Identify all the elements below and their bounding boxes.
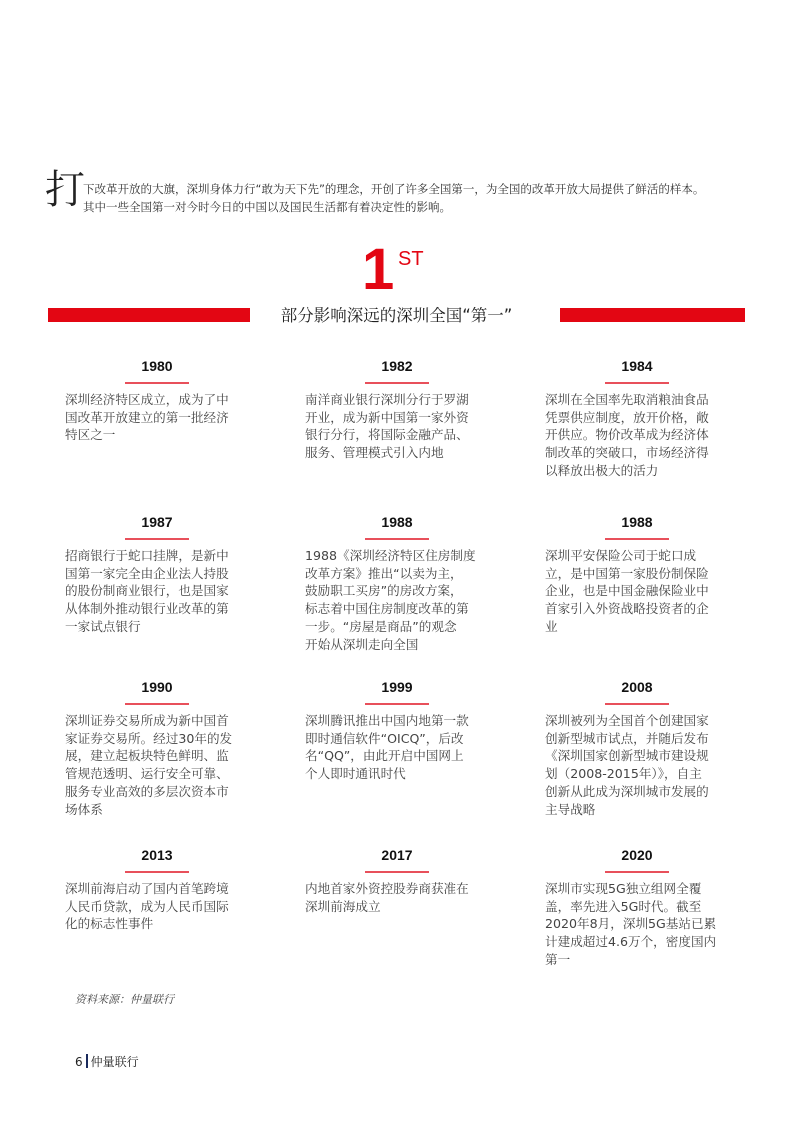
item-description [545,880,735,969]
item-description [305,391,495,462]
item-description [545,547,735,636]
item-year: 1982 [381,358,413,374]
timeline-item [545,679,735,818]
item-year: 1988 [381,514,413,530]
description-line: 创新从此成为深圳城市发展的 [545,783,709,799]
intro-paragraph [83,180,704,216]
year-underline [125,382,189,384]
item-year: 1984 [621,358,653,374]
year-underline [605,538,669,540]
intro-dropcap: 打 [45,167,85,213]
page-number: 6 [75,1055,83,1069]
description-line: 从体制外推动银行业改革的第 [65,601,229,617]
first-badge-number: 1 [362,237,395,302]
description-line: 的股份制商业银行，也是国家 [65,583,229,599]
description-line: 开始从深圳走向全国 [305,636,419,652]
description-line: 凭票供应制度，放开价格，敞 [545,409,709,425]
year-underline [125,871,189,873]
description-line: 管规范透明、运行安全可靠、 [65,766,229,782]
description-line: 制改革的突破口，市场经济得 [545,445,709,461]
description-line: 首家引入外资战略投资者的企 [545,601,709,617]
description-line: 深圳被列为全国首个创建国家 [545,713,709,728]
timeline-item [545,847,735,969]
year-underline [365,382,429,384]
section-heading: 部分影响深远的深圳全国“第一” [280,306,513,325]
description-line: 家证券交易所。经过30年的发 [65,730,233,746]
description-line: 人民币贷款，成为人民币国际 [65,898,229,914]
timeline-item [545,514,735,636]
timeline-item [65,679,255,818]
item-description [305,547,495,653]
timeline-item [305,514,495,653]
description-line: 改革方案》推出“以卖为主， [305,565,463,581]
timeline-item [305,358,495,462]
footer-brand: 仲量联行 [90,1055,139,1069]
description-line: 1988《深圳经济特区住房制度 [305,548,476,563]
source-note: 资料来源：仲量联行 [75,993,174,1006]
item-year: 1987 [141,514,173,530]
item-year: 1988 [621,514,653,530]
description-line: 划（2008-2015年）》，自主 [545,766,702,782]
item-description [65,712,255,818]
description-line: 标志着中国住房制度改革的第 [305,601,469,617]
item-year: 2017 [381,847,413,863]
timeline-item [65,514,255,636]
description-line: 主导战略 [545,801,596,817]
description-line: 业 [545,618,558,634]
description-line: 内地首家外资控股券商获准在 [305,881,469,896]
description-line: 即时通信软件“OICQ”，后改 [305,730,464,746]
description-line: 深圳腾讯推出中国内地第一款 [305,713,469,728]
description-line: 特区之一 [65,427,116,443]
year-underline [365,871,429,873]
description-line: 服务专业高效的多层次资本市 [65,783,229,799]
item-description [545,391,735,480]
description-line: 国改革开放建立的第一批经济 [65,409,229,425]
description-line: 深圳前海成立 [305,898,381,914]
description-line: 国第一家完全由企业法人持股 [65,565,229,581]
year-underline [365,538,429,540]
intro-line: 下改革开放的大旗，深圳身体力行“敢为天下先”的理念，开创了许多全国第一，为全国的改革开放大局提供了鲜活的样本。 [83,182,705,196]
year-underline [125,703,189,705]
description-line: 服务、管理模式引入内地 [305,445,444,461]
item-description [305,712,495,783]
description-line: 以释放出极大的活力 [545,462,659,478]
description-line: 银行分行，将国际金融产品、 [305,427,469,443]
item-description [545,712,735,818]
item-description [65,547,255,636]
timeline-item [65,847,255,933]
description-line: 南洋商业银行深圳分行于罗湖 [305,392,469,407]
description-line: 深圳证券交易所成为新中国首 [65,713,229,728]
description-line: 《深圳国家创新型城市建设规 [545,748,709,764]
footer-divider [86,1054,88,1068]
item-year: 1999 [381,679,413,695]
description-line: 深圳平安保险公司于蛇口成 [545,548,697,563]
year-underline [125,538,189,540]
item-year: 2020 [621,847,653,863]
first-badge-suffix: ST [398,248,424,270]
item-year: 2008 [621,679,653,695]
item-description [65,880,255,933]
year-underline [605,871,669,873]
intro-line: 其中一些全国第一对今时今日的中国以及国民生活都有着决定性的影响。 [83,200,451,214]
description-line: 第一 [545,951,571,967]
description-line: 创新型城市试点，并随后发布 [545,730,709,746]
description-line: 个人即时通讯时代 [305,766,406,782]
description-line: 化的标志性事件 [65,916,154,932]
timeline-item [305,847,495,915]
timeline-item [545,358,735,480]
description-line: 深圳经济特区成立，成为了中 [65,392,229,407]
timeline-item [305,679,495,783]
description-line: 2020年8月，深圳5G基站已累 [545,916,717,932]
description-line: 盖，率先进入5G时代。截至 [545,898,702,914]
description-line: 立，是中国第一家股份制保险 [545,565,709,581]
item-year: 1980 [141,358,173,374]
description-line: 深圳前海启动了国内首笔跨境 [65,881,229,896]
year-underline [605,703,669,705]
item-year: 2013 [141,847,173,863]
description-line: 开供应。物价改革成为经济体 [545,427,709,443]
description-line: 一家试点银行 [65,618,141,634]
year-underline [605,382,669,384]
year-underline [365,703,429,705]
item-description [305,880,495,915]
description-line: 计建成超过4.6万个，密度国内 [545,934,717,950]
description-line: 场体系 [65,801,103,817]
timeline-item [65,358,255,444]
description-line: 鼓励职工买房”的房改方案， [305,583,463,599]
description-line: 招商银行于蛇口挂牌，是新中 [65,548,229,563]
description-line: 开业，成为新中国第一家外资 [305,409,469,425]
description-line: 展，建立起板块特色鲜明、监 [65,748,229,764]
description-line: 企业，也是中国金融保险业中 [545,583,709,599]
item-description [65,391,255,444]
item-year: 1990 [141,679,173,695]
page-footer [75,1053,139,1070]
description-line: 名“QQ”，由此开启中国网上 [305,748,464,764]
description-line: 深圳市实现5G独立组网全覆 [545,881,702,896]
description-line: 一步。“房屋是商品”的观念 [305,618,457,634]
description-line: 深圳在全国率先取消粮油食品 [545,392,709,407]
